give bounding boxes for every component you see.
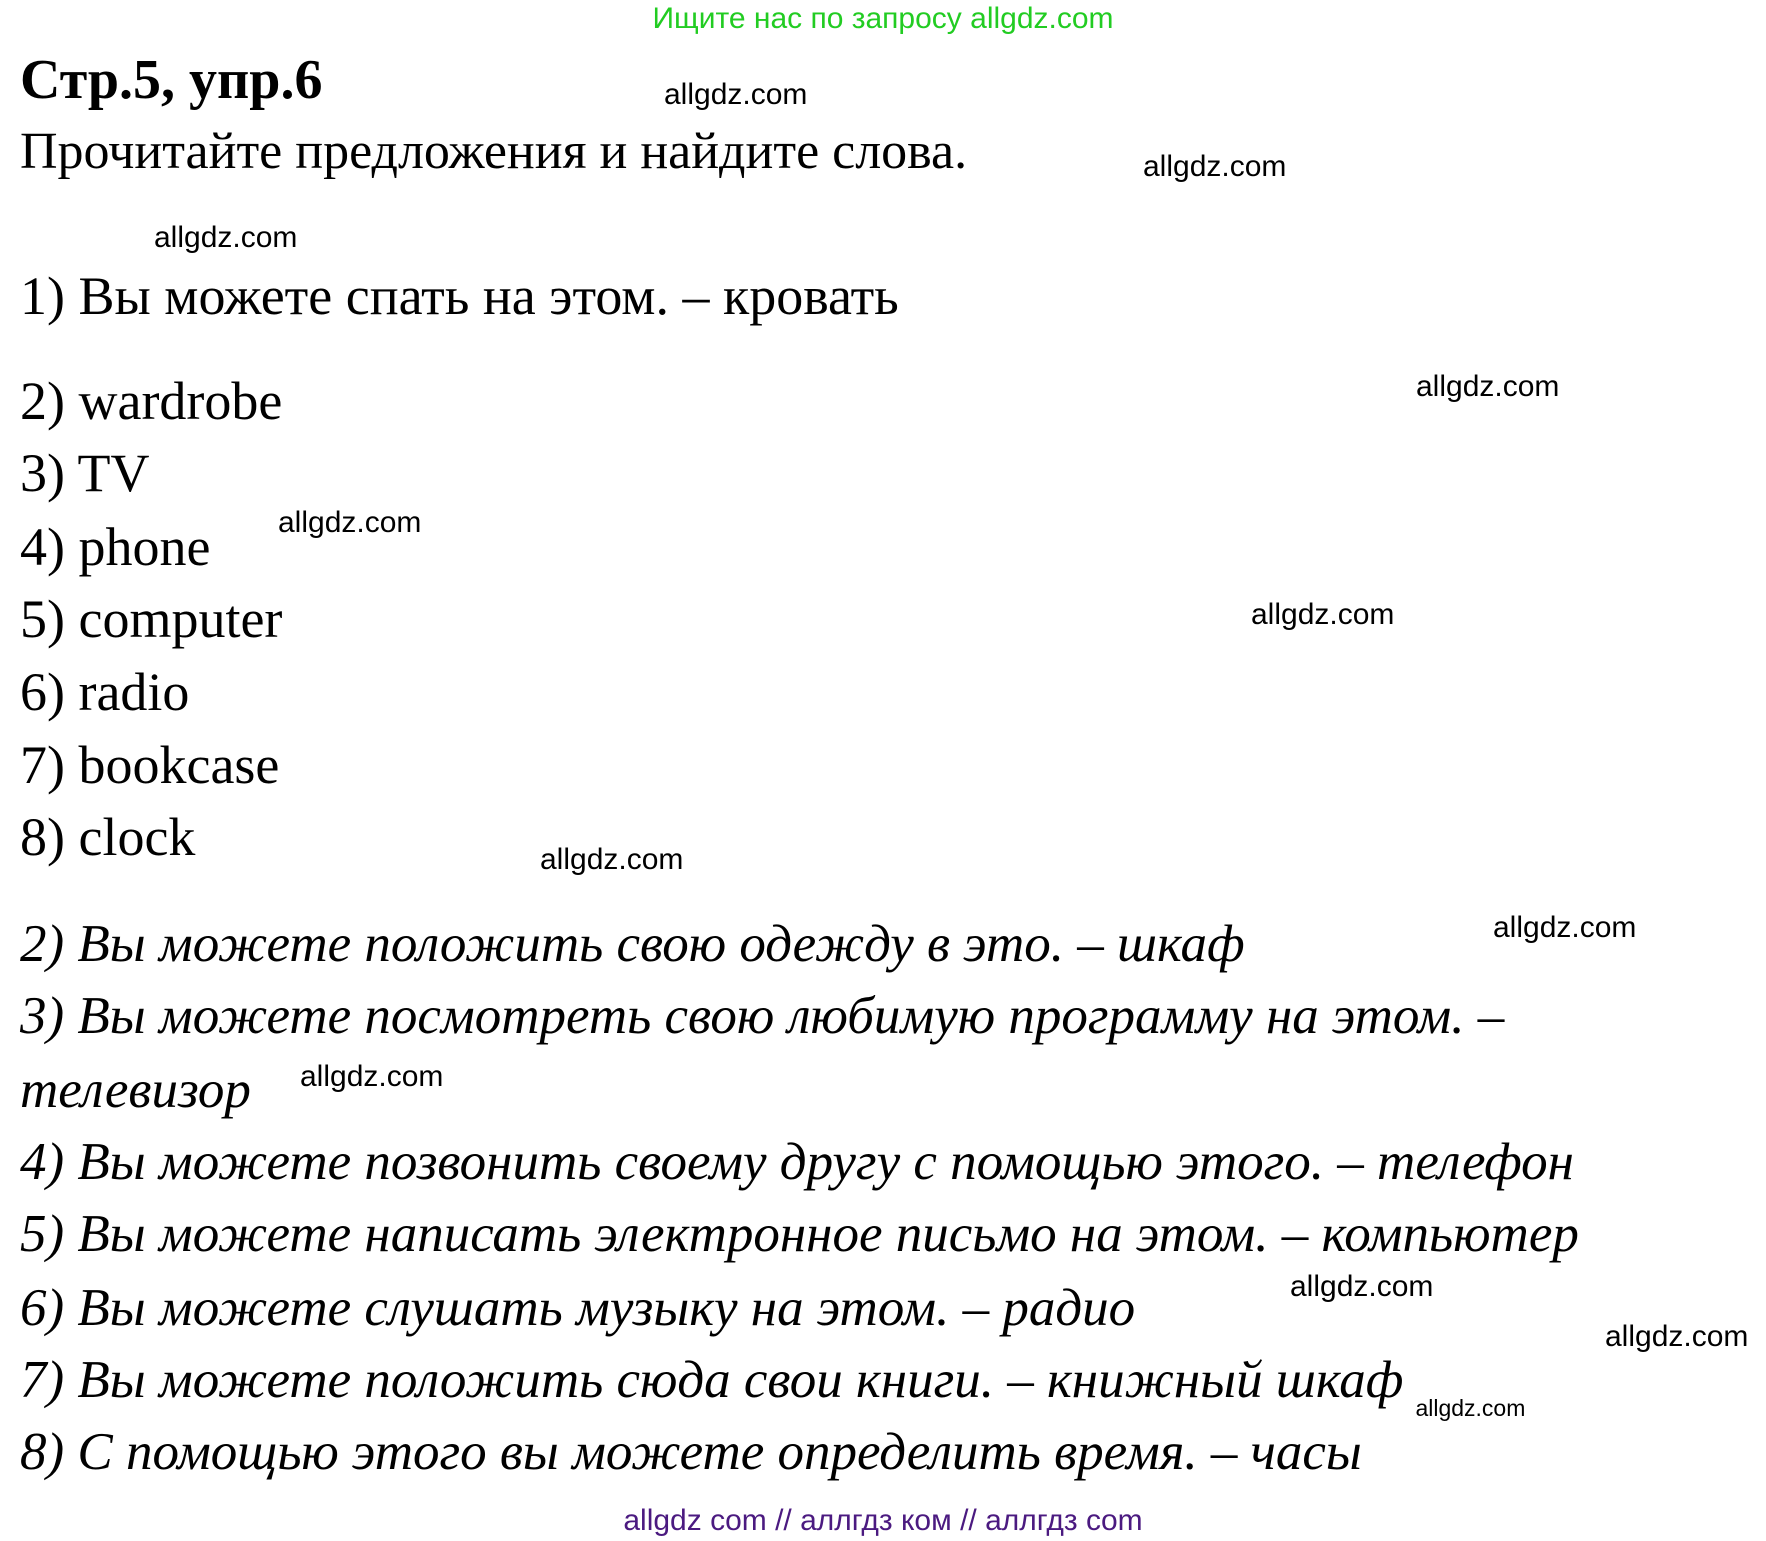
footer-watermark: allgdz com // аллгдз ком // аллгдз com — [623, 1504, 1143, 1537]
header-watermark: Ищите нас по запросу allgdz.com — [652, 2, 1114, 35]
translation-line: 6) Вы можете слушать музыку на этом. – радио — [20, 1279, 1136, 1337]
translation-line: 7) Вы можете положить сюда свои книги. – книжный шкаф — [20, 1351, 1404, 1409]
watermark: allgdz.com — [1416, 370, 1560, 403]
answer-line: 8) clock — [20, 807, 196, 867]
answer-line: 7) bookcase — [20, 735, 280, 795]
answer-line: 5) computer — [20, 589, 283, 649]
instruction: Прочитайте предложения и найдите слова. — [20, 123, 968, 180]
translation-line: 3) Вы можете посмотреть свою любимую программу на этом. – — [20, 987, 1505, 1045]
watermark: allgdz.com — [1605, 1320, 1749, 1353]
answer-line: 6) radio — [20, 662, 190, 722]
answer-line: 4) phone — [20, 517, 211, 577]
watermark: allgdz.com — [1143, 150, 1287, 183]
answer-line: 1) Вы можете спать на этом. – кровать — [20, 266, 899, 326]
watermark: allgdz.com — [1415, 1395, 1526, 1421]
watermark: allgdz.com — [1493, 911, 1637, 944]
page-title: Стр.5, упр.6 — [20, 49, 323, 111]
answer-line: 2) wardrobe — [20, 371, 283, 431]
translation-line: телевизор — [20, 1061, 251, 1119]
translation-line: 8) С помощью этого вы можете определить время. – часы — [20, 1423, 1362, 1481]
watermark: allgdz.com — [278, 506, 422, 539]
translation-line: 2) Вы можете положить свою одежду в это. – шкаф — [20, 915, 1245, 973]
watermark: allgdz.com — [540, 843, 684, 876]
translation-line: 5) Вы можете написать электронное письмо на этом. – компьютер — [20, 1205, 1579, 1263]
watermark: allgdz.com — [1290, 1270, 1434, 1303]
translation-line: 4) Вы можете позвонить своему другу с помощью этого. – телефон — [20, 1133, 1574, 1191]
watermark: allgdz.com — [154, 221, 298, 254]
answer-line: 3) TV — [20, 443, 150, 503]
watermark: allgdz.com — [1251, 598, 1395, 631]
watermark: allgdz.com — [300, 1060, 444, 1093]
watermark: allgdz.com — [664, 78, 808, 111]
